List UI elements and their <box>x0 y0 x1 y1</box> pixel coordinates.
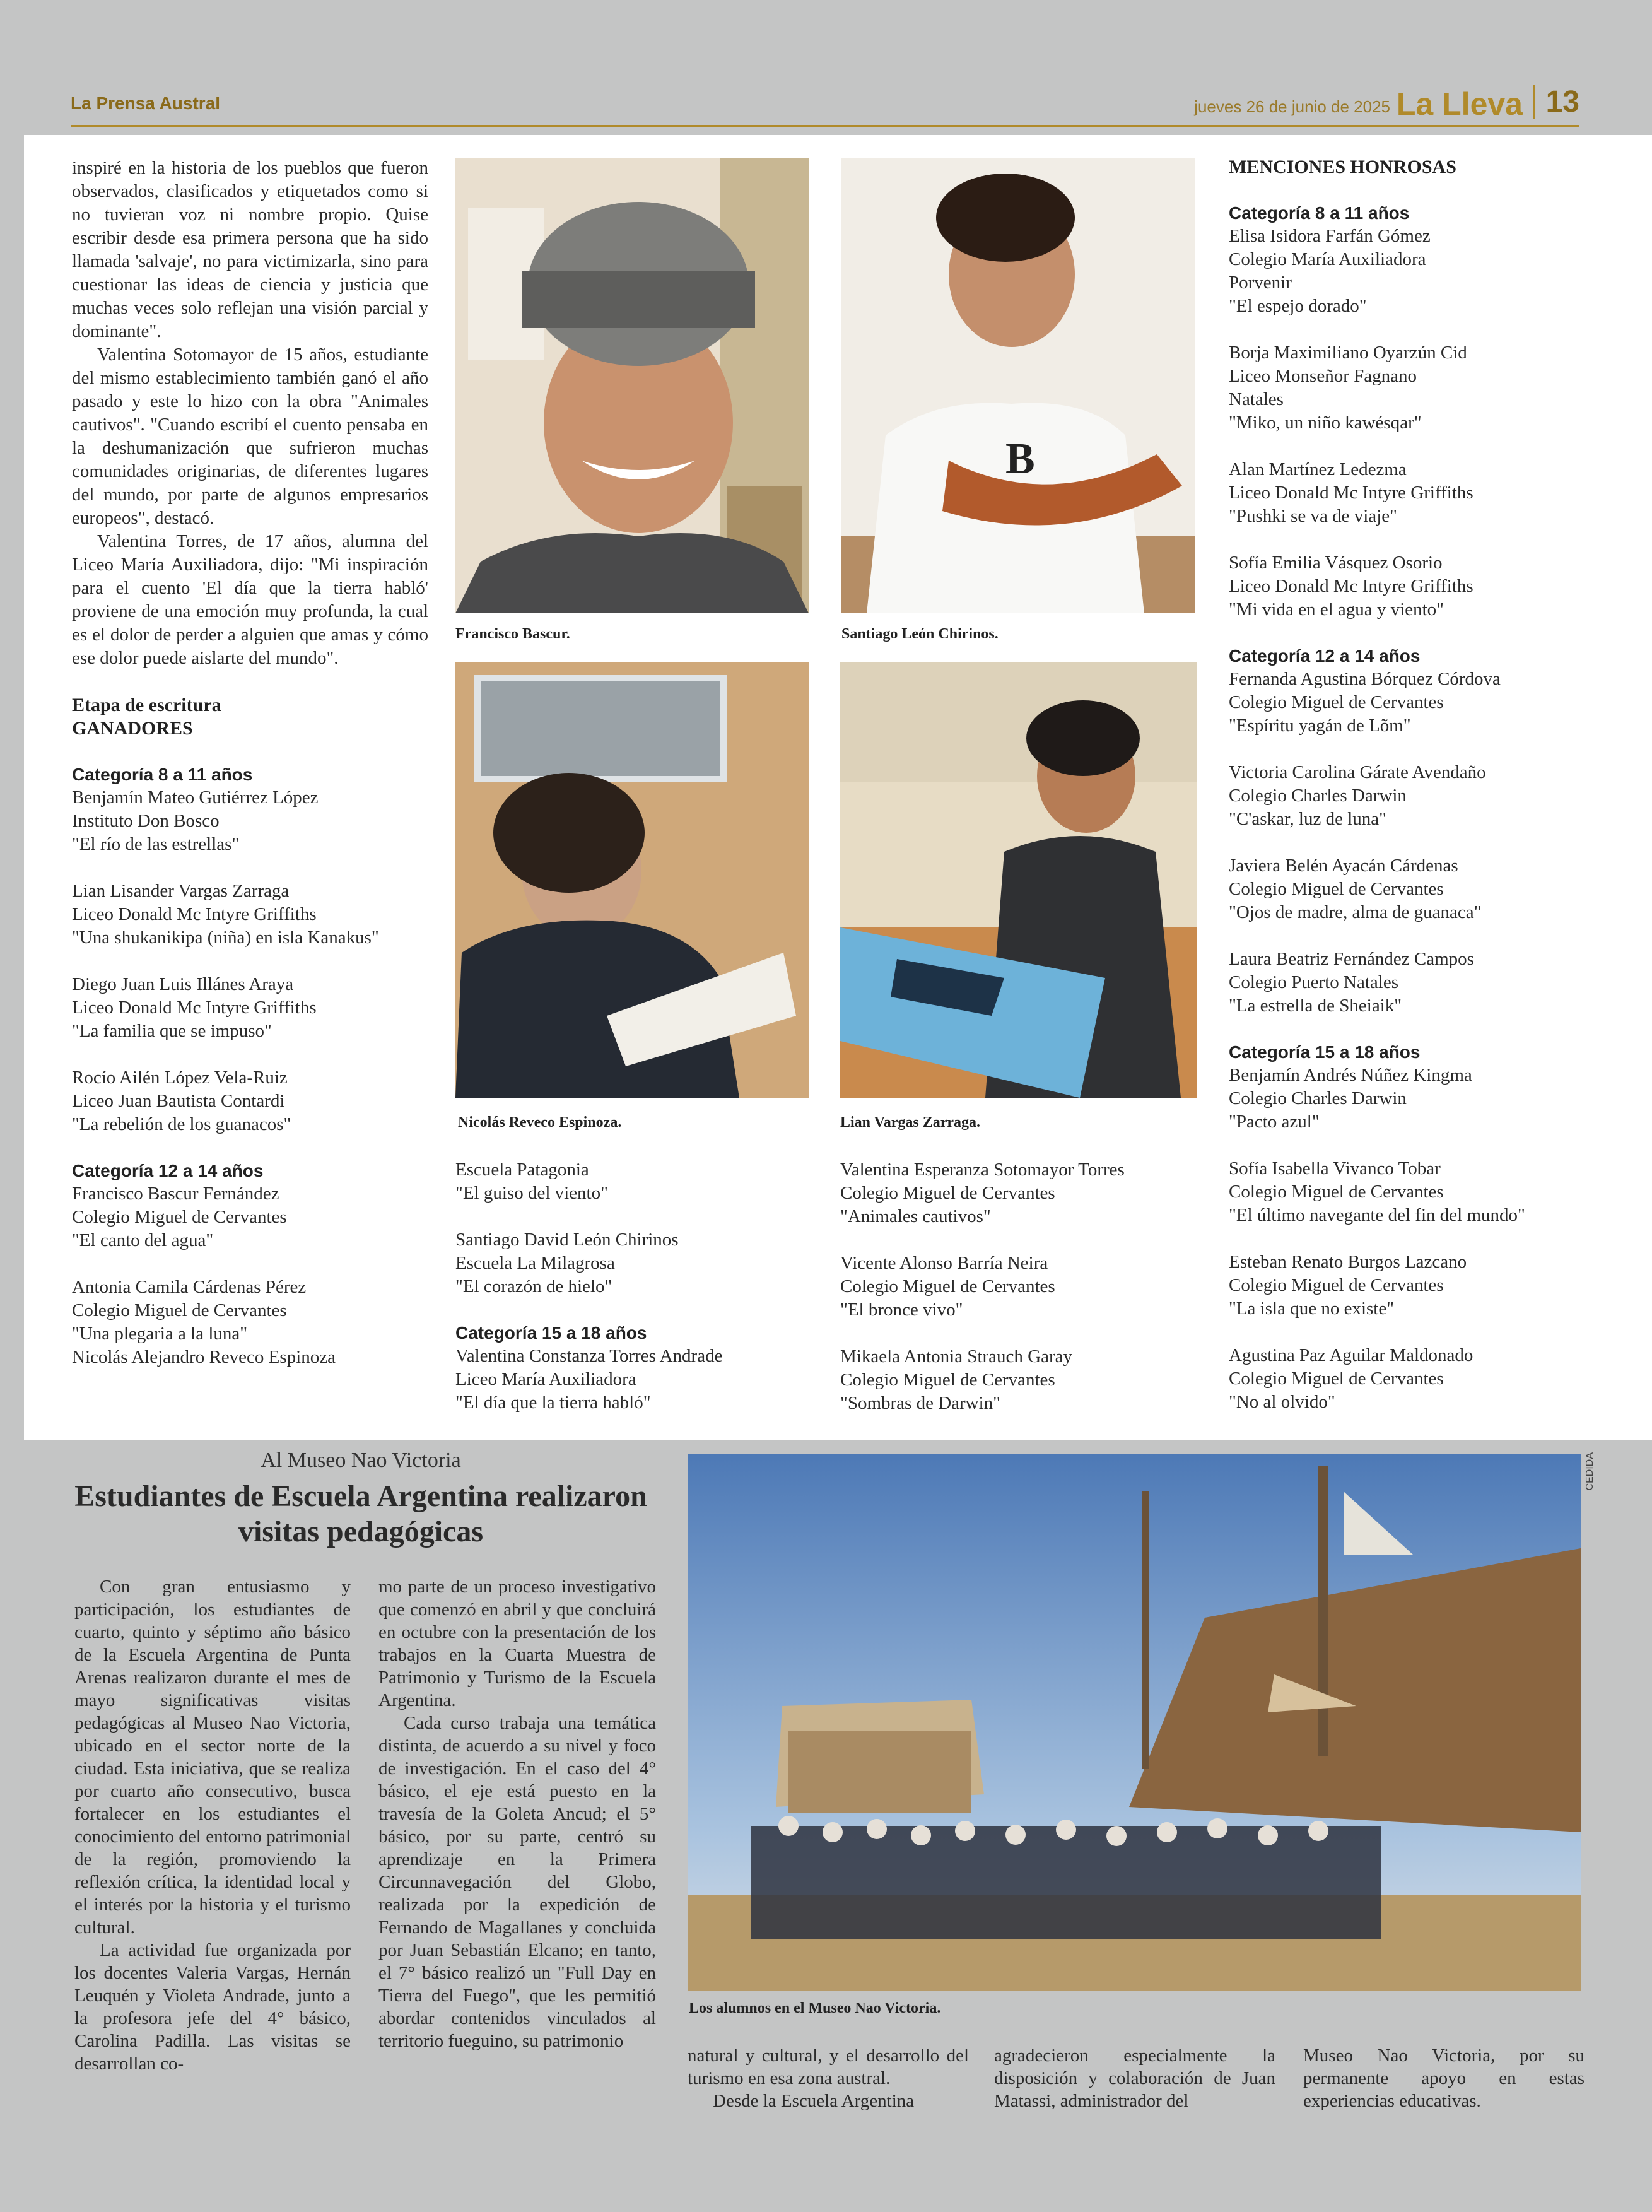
entry-school: Colegio Miguel de Cervantes <box>840 1276 1055 1297</box>
winner-entry <box>72 880 428 950</box>
entry-school: Colegio Charles Darwin <box>1229 1088 1407 1109</box>
entry-name: Alan Martínez Ledezma <box>1229 459 1407 479</box>
entry-title: "Ojos de madre, alma de guanaca" <box>1229 902 1482 922</box>
entry-name: Agustina Paz Aguilar Maldonado <box>1229 1345 1473 1365</box>
entry-title: "Miko, un niño kawésqar" <box>1229 413 1422 433</box>
photo-caption: Los alumnos en el Museo Nao Victoria. <box>689 2000 941 2016</box>
entry-school: Colegio Puerto Natales <box>1229 972 1399 992</box>
mention-entry <box>1229 458 1595 528</box>
entry-name: Borja Maximiliano Oyarzún Cid <box>1229 343 1467 363</box>
paragraph: Valentina Sotomayor de 15 años, estudiante del mismo establecimiento también ganó el año pasado y este lo hizo con la obra "Animales cautivos". "Cuando escribí el cuento pensaba en la deshumanización que sufrieron muchas comunidades originarias, de diferentes lugares del mundo, por parte de algunos empresarios europeos", destacó. <box>72 344 428 528</box>
entry-name: Victoria Carolina Gárate Avendaño <box>1229 762 1486 782</box>
winner-entry <box>72 786 428 856</box>
winner-entry <box>455 1344 809 1415</box>
entry-city: Porvenir <box>1229 273 1292 293</box>
photo-caption: Nicolás Reveco Espinoza. <box>458 1114 622 1131</box>
entry-title: "Una shukanikipa (niña) en isla Kanakus" <box>72 927 379 948</box>
mention-entry <box>1229 1064 1595 1134</box>
paragraph: natural y cultural, y el desarrollo del turismo en esa zona austral. <box>688 2045 969 2088</box>
entry-school: Colegio Miguel de Cervantes <box>1229 692 1444 712</box>
winner-entry <box>72 1182 428 1252</box>
paragraph: Desde la Escuela Argentina <box>713 2091 915 2111</box>
winner-entry <box>455 1158 809 1205</box>
article-column-d <box>994 2044 1275 2112</box>
entry-name: Valentina Constanza Torres Andrade <box>455 1346 723 1366</box>
entry-title: "El bronce vivo" <box>840 1300 963 1320</box>
entry-school: Instituto Don Bosco <box>72 811 220 831</box>
entry-name: Santiago David León Chirinos <box>455 1230 679 1250</box>
entry-title: "La familia que se impuso" <box>72 1021 272 1041</box>
museum-photo <box>688 1454 1581 1991</box>
entry-title: "La isla que no existe" <box>1229 1298 1395 1319</box>
entry-title: "Pushki se va de viaje" <box>1229 506 1397 526</box>
entry-school: Liceo Monseñor Fagnano <box>1229 366 1417 386</box>
entry-name: Benjamín Andrés Núñez Kingma <box>1229 1065 1472 1085</box>
winner-entry <box>72 1066 428 1136</box>
entry-school: Colegio Miguel de Cervantes <box>1229 1182 1444 1202</box>
photo-caption: Francisco Bascur. <box>455 626 570 642</box>
entry-school: Liceo Donald Mc Intyre Griffiths <box>1229 483 1473 503</box>
entry-title: "No al olvido" <box>1229 1392 1335 1412</box>
entry-school: Colegio Miguel de Cervantes <box>1229 1368 1444 1389</box>
entry-title: "Pacto azul" <box>1229 1112 1320 1132</box>
entry-name: Diego Juan Luis Illánes Araya <box>72 974 294 994</box>
winner-entry <box>840 1345 1206 1415</box>
entry-school: Colegio Charles Darwin <box>1229 785 1407 806</box>
column-2-list <box>455 1158 809 1415</box>
entry-name: Nicolás Alejandro Reveco Espinoza <box>72 1347 336 1367</box>
photo-francisco-bascur <box>455 158 809 613</box>
entry-name: Fernanda Agustina Bórquez Córdova <box>1229 669 1501 689</box>
page-number: 13 <box>1533 85 1579 119</box>
entry-title: "Una plegaria a la luna" <box>72 1324 248 1344</box>
portrait-photo <box>841 158 1195 613</box>
entry-school: Liceo Donald Mc Intyre Griffiths <box>1229 576 1473 596</box>
article-column-c <box>688 2044 969 2112</box>
entry-title: "La estrella de Sheiaik" <box>1229 996 1402 1016</box>
mention-entry <box>1229 1344 1595 1414</box>
photo-santiago-leon <box>841 158 1195 613</box>
entry-title: "La rebelión de los guanacos" <box>72 1114 291 1134</box>
entry-name: Esteban Renato Burgos Lazcano <box>1229 1252 1467 1272</box>
paragraph: La actividad fue organizada por los docentes Valeria Vargas, Hernán Leuquén y Violeta Andrade, junto a la profesora jefe del 4° básico, Carolina Padilla. Las visitas se desarrollan co- <box>74 1940 351 2074</box>
article-headline: Estudiantes de Escuela Argentina realizaron visitas pedagógicas <box>74 1480 647 1548</box>
entry-title: "C'askar, luz de luna" <box>1229 809 1386 829</box>
column-4-honorable-mentions <box>1229 155 1595 1414</box>
entry-title: "El corazón de hielo" <box>455 1276 612 1297</box>
entry-school: Colegio Miguel de Cervantes <box>840 1370 1055 1390</box>
entry-school: Colegio María Auxiliadora <box>1229 249 1426 269</box>
photo-caption: Santiago León Chirinos. <box>841 626 999 642</box>
winners-heading: GANADORES <box>72 718 193 739</box>
paragraph: Museo Nao Victoria, por su permanente apoyo en estas experiencias educativas. <box>1303 2045 1585 2111</box>
article-column-e <box>1303 2044 1585 2112</box>
entry-school: Liceo Donald Mc Intyre Griffiths <box>72 904 317 924</box>
entry-name: Francisco Bascur Fernández <box>72 1184 279 1204</box>
entry-name: Sofía Emilia Vásquez Osorio <box>1229 553 1443 573</box>
paragraph: inspiré en la historia de los pueblos que fueron observados, clasificados y etiquetados como si no tuvieran voz ni nombre propio. Quise escribir desde esa primera persona que ha sido llamada 'salvaje', no para victimizarla, sino para cuestionar las ideas de ciencia y justicia que muchas veces solo reflejan una visión parcial y dominante". <box>72 158 428 341</box>
photo-credit: CEDIDA <box>1585 1452 1595 1491</box>
entry-name: Benjamín Mateo Gutiérrez López <box>72 787 319 808</box>
issue-date: jueves 26 de junio de 2025 <box>1194 97 1390 116</box>
article-column-a <box>74 1575 351 2075</box>
page-header <box>71 85 1579 127</box>
entry-title: "Mi vida en el agua y viento" <box>1229 599 1444 620</box>
entry-school: Colegio Miguel de Cervantes <box>840 1183 1055 1203</box>
entry-school: Escuela La Milagrosa <box>455 1253 615 1273</box>
entry-name: Mikaela Antonia Strauch Garay <box>840 1346 1073 1367</box>
entry-title: "El día que la tierra habló" <box>455 1392 651 1413</box>
entry-school: Liceo Donald Mc Intyre Griffiths <box>72 997 317 1018</box>
entry-name: Elisa Isidora Farfán Gómez <box>1229 226 1431 246</box>
mention-entry <box>1229 668 1595 738</box>
entry-title: "El guiso del viento" <box>455 1183 608 1203</box>
entry-name: Laura Beatriz Fernández Campos <box>1229 949 1474 969</box>
entry-school: Colegio Miguel de Cervantes <box>1229 1275 1444 1295</box>
entry-title: "El último navegante del fin del mundo" <box>1229 1205 1525 1225</box>
winner-entry <box>840 1252 1206 1322</box>
entry-school: Liceo María Auxiliadora <box>455 1369 636 1389</box>
article-kicker: Al Museo Nao Victoria <box>261 1449 461 1472</box>
paragraph: Valentina Torres, de 17 años, alumna del Liceo María Auxiliadora, dijo: "Mi inspiración para el cuento 'El día que la tierra habló' proviene de una emoción muy profunda, la cual es el dolor de perder a alguien que amas y cómo ese dolor puede aislarte del mundo". <box>72 531 428 668</box>
svg-text:B: B <box>1005 435 1035 483</box>
category-heading: Categoría 15 a 18 años <box>455 1323 647 1343</box>
mention-entry <box>1229 551 1595 621</box>
mentions-heading: MENCIONES HONROSAS <box>1229 156 1456 177</box>
winner-entry <box>72 1276 428 1369</box>
entry-name: Antonia Camila Cárdenas Pérez <box>72 1277 307 1297</box>
paragraph: Cada curso trabaja una temática distinta, de acuerdo a su nivel y foco de investigación. En el caso del 4° básico, el eje está puesto en la travesía de la Goleta Ancud; el 5° básico, por su parte, centró su aprendizaje en la Primera Circunnavegación del Globo, realizada por la expedición de Fernando de Magallanes y concluida por Juan Sebastián Elcano; en tanto, el 7° básico realizó un "Full Day en Tierra del Fuego", que les permitió abordar contenidos vinculados al territorio fueguino, su patrimonio <box>378 1713 656 2051</box>
entry-title: "Animales cautivos" <box>840 1206 991 1227</box>
winner-entry <box>455 1228 809 1298</box>
mention-entry <box>1229 854 1595 924</box>
publication-name: La Prensa Austral <box>71 93 221 113</box>
entry-title: "Sombras de Darwin" <box>840 1393 1001 1413</box>
entry-title: "Espíritu yagán de Lõm" <box>1229 715 1411 736</box>
mention-entry <box>1229 761 1595 831</box>
entry-title: "El río de las estrellas" <box>72 834 240 854</box>
portrait-photo <box>455 158 809 613</box>
paragraph: Con gran entusiasmo y participación, los estudiantes de cuarto, quinto y séptimo año básico de la Escuela Argentina de Punta Arenas realizaron durante el mes de mayo significativas visitas pedagógicas al Museo Nao Victoria, ubicado en el sector norte de la ciudad. Esta iniciativa, que se realiza por cuarto año consecutivo, busca fortalecer en los estudiantes el conocimiento del entorno patrimonial de la región, promoviendo la reflexión crítica, la identidad local y el interés por la historia y el turismo cultural. <box>74 1577 351 1938</box>
stage-heading: Etapa de escritura <box>72 695 221 715</box>
paragraph: mo parte de un proceso investigativo que comenzó en abril y que concluirá en octubre con la presentación de los trabajos en la Cuarta Muestra de Patrimonio y Turismo de la Escuela Argentina. <box>378 1577 656 1710</box>
entry-name: Rocío Ailén López Vela-Ruiz <box>72 1068 288 1088</box>
paragraph: agradecieron especialmente la disposición y colaboración de Juan Matassi, administrador del <box>994 2045 1275 2111</box>
photo-lian-vargas <box>840 662 1197 1098</box>
category-heading: Categoría 12 a 14 años <box>72 1161 264 1180</box>
photo-nao-victoria <box>688 1454 1581 1991</box>
entry-school: Escuela Patagonia <box>455 1160 589 1180</box>
category-heading: Categoría 15 a 18 años <box>1229 1042 1421 1062</box>
entry-school: Colegio Miguel de Cervantes <box>72 1300 287 1321</box>
mention-entry <box>1229 1250 1595 1321</box>
category-heading: Categoría 12 a 14 años <box>1229 646 1421 666</box>
winner-entry <box>72 973 428 1043</box>
entry-name: Sofía Isabella Vivanco Tobar <box>1229 1158 1441 1179</box>
mention-entry <box>1229 225 1595 318</box>
column-1 <box>72 156 428 1369</box>
entry-name: Lian Lisander Vargas Zarraga <box>72 881 290 901</box>
entry-name: Valentina Esperanza Sotomayor Torres <box>840 1160 1125 1180</box>
entry-school: Liceo Juan Bautista Contardi <box>72 1091 285 1111</box>
category-heading: Categoría 8 a 11 años <box>1229 203 1410 223</box>
article-column-b <box>378 1575 656 2052</box>
column-3-list <box>840 1158 1206 1415</box>
entry-title: "El espejo dorado" <box>1229 296 1367 316</box>
entry-school: Colegio Miguel de Cervantes <box>72 1207 287 1227</box>
entry-title: "El canto del agua" <box>72 1230 214 1250</box>
entry-name: Vicente Alonso Barría Neira <box>840 1253 1048 1273</box>
mention-entry <box>1229 948 1595 1018</box>
entry-school: Colegio Miguel de Cervantes <box>1229 879 1444 899</box>
winner-entry <box>840 1158 1206 1228</box>
entry-city: Natales <box>1229 389 1284 409</box>
portrait-photo <box>840 662 1197 1098</box>
mention-entry <box>1229 1157 1595 1227</box>
portrait-photo <box>455 662 809 1098</box>
category-heading: Categoría 8 a 11 años <box>72 765 253 784</box>
section-name: La Lleva <box>1396 86 1523 122</box>
photo-nicolas-reveco <box>455 662 809 1098</box>
entry-name: Javiera Belén Ayacán Cárdenas <box>1229 856 1458 876</box>
mention-entry <box>1229 341 1595 435</box>
photo-caption: Lian Vargas Zarraga. <box>840 1114 981 1131</box>
